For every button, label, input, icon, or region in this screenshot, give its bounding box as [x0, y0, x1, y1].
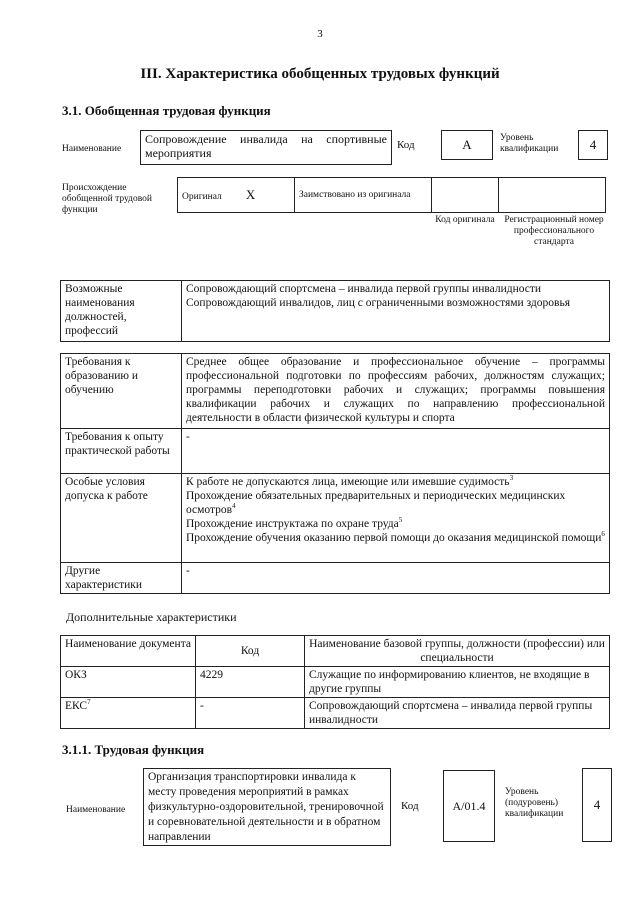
table-row: [61, 698, 610, 729]
tf-name-label: Наименование: [66, 805, 126, 815]
experience-label: Требования к опыту практической работы: [61, 429, 182, 474]
table-row: [61, 667, 610, 698]
other-value: -: [182, 563, 610, 594]
additional-header-code: Код: [196, 636, 305, 667]
original-label: Оригинал: [182, 192, 222, 202]
education-value: Среднее общее образование и профессиональное обучение – программы профессиональной подготовки по профессиям рабочих, должностям служащих; программы переподготовки рабочих и служащих; программы повышения квалификации рабочих и служащих по направлению профессиональной деятельности в области физической культуры и спорта: [182, 354, 610, 429]
gtf-level-value: 4: [578, 130, 608, 160]
position-2: Сопровождающий инвалидов, лиц с ограниченными возможностями здоровья: [186, 297, 570, 309]
additional-title: Дополнительные характеристики: [66, 610, 237, 624]
gtf-heading: 3.1. Обобщенная трудовая функция: [62, 103, 271, 118]
page-number: 3: [317, 28, 323, 40]
origin-code-caption: Код оригинала: [435, 215, 495, 225]
education-label: Требования к образованию и обучению: [61, 354, 182, 429]
gtf-code-value: А: [441, 130, 493, 160]
original-mark: Х: [245, 187, 256, 202]
special-condition-4: Прохождение обучения оказанию первой помощи до оказания медицинской помощи$^6$: [186, 530, 605, 544]
tf-code-value: А/01.4: [443, 770, 495, 842]
origin-code-cell: [432, 178, 499, 213]
tf-level-label: Уровень (подуровень) квалификации: [505, 787, 564, 819]
gtf-origin-label: Происхождение обобщенной трудовой функции: [62, 183, 152, 215]
row-name: Служащие по информированию клиентов, не входящие в другие группы: [305, 667, 610, 698]
gtf-name-label: Наименование: [62, 144, 122, 154]
special-condition-2: Прохождение обязательных предварительных и периодических медицинских осмотров$^4$: [186, 490, 566, 516]
row-doc: ОКЗ: [61, 667, 196, 698]
row-name: Сопровождающий спортсмена – инвалида первой группы инвалидности: [305, 698, 610, 729]
section-title: III. Характеристика обобщенных трудовых функций: [140, 66, 500, 82]
row-code: 4229: [196, 667, 305, 698]
position-1: Сопровождающий спортсмена – инвалида первой группы инвалидности: [186, 283, 542, 295]
additional-header-name: Наименование базовой группы, должности (профессии) или специальности: [305, 636, 610, 667]
other-label: Другие характеристики: [61, 563, 182, 594]
experience-value: -: [182, 429, 610, 474]
tf-code-label: Код: [401, 800, 419, 812]
gtf-level-label: Уровень квалификации: [500, 133, 559, 154]
tf-level-value: 4: [582, 768, 612, 842]
positions-label: Возможные наименования должностей, профессий: [61, 281, 182, 342]
reg-number-cell: [499, 178, 606, 213]
row-code: -: [196, 698, 305, 729]
borrowed-label: Заимствовано из оригинала: [295, 178, 432, 213]
special-condition-1: К работе не допускаются лица, имеющие или имевшие судимость$^3$: [186, 474, 514, 488]
tf-name-value: Организация транспортировки инвалида к месту проведения мероприятий в рамках физкультурно-оздоровительной, тренировочной и соревновательной деятельности и в обратном направлении: [143, 768, 391, 846]
gtf-code-label: Код: [397, 139, 415, 151]
row-doc: ЕКС$^7$: [61, 698, 196, 729]
reg-number-caption: Регистрационный номер профессионального стандарта: [504, 215, 604, 247]
special-condition-3: Прохождение инструктажа по охране труда$^5$: [186, 516, 403, 530]
special-label: Особые условия допуска к работе: [61, 474, 182, 563]
additional-header-doc: Наименование документа: [61, 636, 196, 667]
gtf-name-value: Сопровождение инвалида на спортивные мероприятия: [140, 130, 392, 165]
tf-heading: 3.1.1. Трудовая функция: [62, 742, 205, 757]
